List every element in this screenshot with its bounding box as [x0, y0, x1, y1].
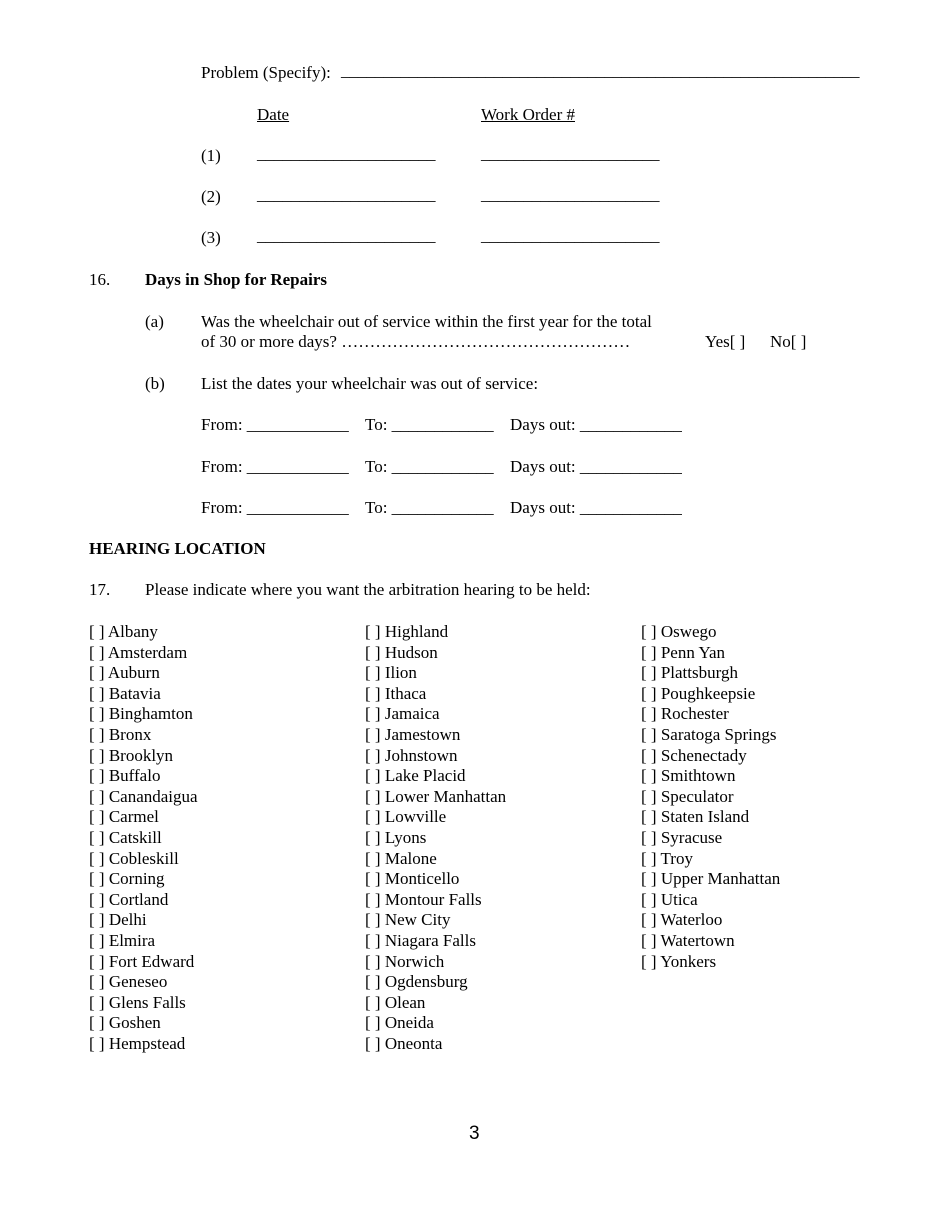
location-checkbox-option[interactable]: [ ] New City: [365, 910, 451, 930]
location-checkbox-option[interactable]: [ ] Jamaica: [365, 704, 440, 724]
location-checkbox-option[interactable]: [ ] Buffalo: [89, 766, 161, 786]
location-checkbox-option[interactable]: [ ] Lyons: [365, 827, 427, 847]
location-checkbox-option[interactable]: [ ] Albany: [89, 622, 158, 641]
date-header: Date: [257, 105, 290, 124]
location-checkbox-option[interactable]: [ ] Carmel: [89, 807, 159, 827]
location-checkbox-option[interactable]: [ ] Norwich: [365, 951, 445, 971]
location-checkbox-option[interactable]: [ ] Poughkeepsie: [641, 683, 756, 703]
location-checkbox-option[interactable]: [ ] Lower Manhattan: [365, 786, 507, 806]
location-checkbox-option[interactable]: [ ] Olean: [365, 992, 426, 1012]
location-checkbox-option[interactable]: [ ] Saratoga Springs: [641, 724, 777, 744]
location-checkbox-option[interactable]: [ ] Ogdensburg: [365, 972, 468, 992]
location-checkbox-option[interactable]: [ ] Niagara Falls: [365, 930, 476, 950]
location-checkbox-option[interactable]: [ ] Utica: [641, 889, 698, 909]
section-16-number: 16.: [89, 270, 111, 289]
location-checkbox-option[interactable]: [ ] Malone: [365, 848, 437, 868]
to-date-field[interactable]: To: ____________: [365, 498, 494, 517]
repair-date-blank[interactable]: _____________________: [257, 226, 436, 245]
location-checkbox-option[interactable]: [ ] Oneonta: [365, 1033, 443, 1053]
from-date-field[interactable]: From: ____________: [201, 498, 349, 517]
location-checkbox-option[interactable]: [ ] Elmira: [89, 930, 156, 950]
location-checkbox-option[interactable]: [ ] Monticello: [365, 869, 460, 889]
hearing-location-heading: HEARING LOCATION: [89, 539, 266, 558]
location-checkbox-option[interactable]: [ ] Glens Falls: [89, 992, 186, 1012]
location-checkbox-option[interactable]: [ ] Ithaca: [365, 683, 427, 703]
repair-row-number: (1): [201, 146, 221, 165]
location-checkbox-option[interactable]: [ ] Cortland: [89, 889, 169, 909]
repair-row-number: (3): [201, 228, 221, 247]
repair-row-number: (2): [201, 187, 221, 206]
location-checkbox-option[interactable]: [ ] Highland: [365, 622, 449, 641]
repair-date-blank[interactable]: _____________________: [257, 144, 436, 163]
location-checkbox-option[interactable]: [ ] Hempstead: [89, 1033, 186, 1053]
location-checkbox-option[interactable]: [ ] Geneseo: [89, 972, 168, 992]
location-checkbox-option[interactable]: [ ] Batavia: [89, 683, 161, 703]
location-checkbox-option[interactable]: [ ] Schenectady: [641, 745, 747, 765]
location-checkbox-option[interactable]: [ ] Johnstown: [365, 745, 458, 765]
page-number: 3: [469, 1123, 480, 1144]
repair-work-order-blank[interactable]: _____________________: [481, 144, 660, 163]
location-checkbox-option[interactable]: [ ] Oswego: [641, 622, 717, 641]
location-checkbox-option[interactable]: [ ] Binghamton: [89, 704, 193, 724]
question-b-label: (b): [145, 374, 165, 393]
question-a-label: (a): [145, 312, 164, 331]
hearing-question: Please indicate where you want the arbitration hearing to be held:: [145, 580, 591, 599]
location-checkbox-option[interactable]: [ ] Speculator: [641, 786, 734, 806]
section-16-title: Days in Shop for Repairs: [145, 270, 327, 289]
location-checkbox-option[interactable]: [ ] Brooklyn: [89, 745, 174, 765]
location-checkbox-option[interactable]: [ ] Ilion: [365, 663, 417, 683]
location-checkbox-option[interactable]: [ ] Syracuse: [641, 827, 723, 847]
question-b-text: List the dates your wheelchair was out of service:: [201, 374, 539, 393]
question-a-line1: Was the wheelchair out of service within the first year for the total: [201, 312, 652, 331]
repair-work-order-blank[interactable]: _____________________: [481, 226, 660, 245]
to-date-field[interactable]: To: ____________: [365, 415, 494, 434]
location-checkbox-option[interactable]: [ ] Corning: [89, 869, 165, 889]
location-checkbox-option[interactable]: [ ] Plattsburgh: [641, 663, 738, 683]
location-column-2: [365, 622, 506, 1054]
location-checkbox-option[interactable]: [ ] Penn Yan: [641, 642, 726, 662]
to-date-field[interactable]: To: ____________: [365, 457, 494, 476]
location-checkbox-option[interactable]: [ ] Hudson: [365, 642, 438, 662]
yes-checkbox[interactable]: Yes[ ]: [705, 332, 746, 351]
location-checkbox-option[interactable]: [ ] Fort Edward: [89, 951, 195, 971]
location-checkbox-option[interactable]: [ ] Staten Island: [641, 807, 750, 827]
location-checkbox-option[interactable]: [ ] Auburn: [89, 663, 160, 683]
location-checkbox-option[interactable]: [ ] Troy: [641, 848, 693, 868]
location-checkbox-option[interactable]: [ ] Upper Manhattan: [641, 869, 781, 889]
location-column-3: [641, 622, 780, 972]
location-checkbox-option[interactable]: [ ] Delhi: [89, 910, 147, 930]
location-checkbox-option[interactable]: [ ] Rochester: [641, 704, 729, 724]
days-out-field[interactable]: Days out: ____________: [510, 498, 682, 517]
location-checkbox-option[interactable]: [ ] Goshen: [89, 1013, 161, 1033]
location-checkbox-option[interactable]: [ ] Watertown: [641, 930, 735, 950]
location-checkbox-option[interactable]: [ ] Smithtown: [641, 766, 736, 786]
from-date-field[interactable]: From: ____________: [201, 457, 349, 476]
problem-blank[interactable]: _____________________________________________________________: [341, 61, 860, 80]
from-date-field[interactable]: From: ____________: [201, 415, 349, 434]
location-checkbox-option[interactable]: [ ] Catskill: [89, 827, 162, 847]
problem-label: Problem (Specify):: [201, 63, 331, 82]
repair-work-order-blank[interactable]: _____________________: [481, 185, 660, 204]
no-checkbox[interactable]: No[ ]: [770, 332, 807, 351]
days-out-field[interactable]: Days out: ____________: [510, 457, 682, 476]
question-a-line2: of 30 or more days? ……………………………………………: [201, 332, 631, 351]
location-checkbox-option[interactable]: [ ] Bronx: [89, 724, 152, 744]
location-checkbox-option[interactable]: [ ] Lowville: [365, 807, 447, 827]
location-checkbox-option[interactable]: [ ] Oneida: [365, 1013, 434, 1033]
location-checkbox-option[interactable]: [ ] Lake Placid: [365, 766, 466, 786]
location-checkbox-option[interactable]: [ ] Montour Falls: [365, 889, 482, 909]
section-17-number: 17.: [89, 580, 111, 599]
location-checkbox-option[interactable]: [ ] Yonkers: [641, 951, 717, 971]
location-checkbox-option[interactable]: [ ] Jamestown: [365, 724, 461, 744]
location-checkbox-option[interactable]: [ ] Amsterdam: [89, 642, 188, 662]
location-checkbox-option[interactable]: [ ] Cobleskill: [89, 848, 179, 868]
work-order-header: Work Order #: [481, 105, 575, 124]
days-out-field[interactable]: Days out: ____________: [510, 415, 682, 434]
location-column-1: [89, 622, 198, 1054]
location-checkbox-option[interactable]: [ ] Waterloo: [641, 910, 723, 930]
repair-date-blank[interactable]: _____________________: [257, 185, 436, 204]
location-checkbox-option[interactable]: [ ] Canandaigua: [89, 786, 198, 806]
